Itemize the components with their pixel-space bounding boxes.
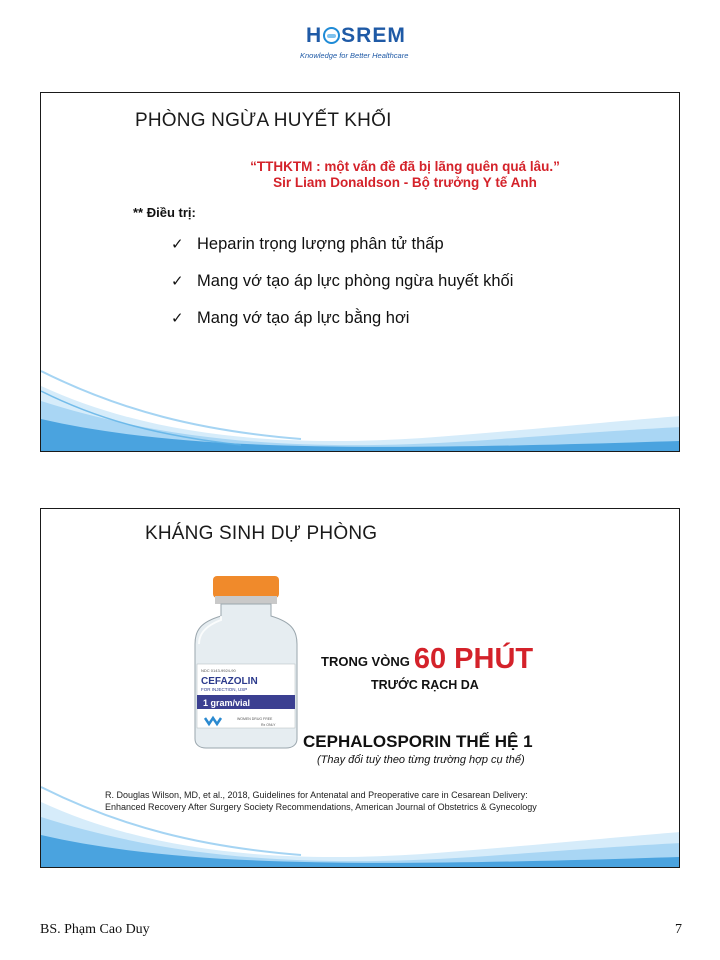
reference-line: R. Douglas Wilson, MD, et al., 2018, Guidelines for Antenatal and Preoperative care in Cesarean Delivery: — [105, 790, 528, 800]
author-footer: BS. Phạm Cao Duy — [40, 922, 150, 937]
checkmark-icon: ✓ — [171, 310, 184, 327]
logo-wordmark — [306, 24, 406, 48]
checkmark-icon: ✓ — [171, 273, 184, 290]
logo-text-pre: H — [306, 24, 323, 47]
minutes-highlight: 60 PHÚT — [413, 643, 534, 675]
drug-note: (Thay đổi tuỳ theo từng trường hợp cụ thể) — [317, 754, 525, 766]
list-item-text: Heparin trọng lượng phân tử thấp — [197, 235, 444, 253]
reference-line: Enhanced Recovery After Surgery Society Recommendations, American Journal of Obstetrics & Gynecology — [105, 802, 537, 812]
slide2-title: KHÁNG SINH DỰ PHÒNG — [145, 523, 378, 544]
treatment-label: ** Điều trị: — [133, 205, 196, 220]
checkmark-icon: ✓ — [171, 236, 184, 253]
svg-text:WOMEN DRUG FREE: WOMEN DRUG FREE — [237, 717, 273, 721]
list-item — [171, 233, 513, 270]
vial-dose: 1 gram/vial — [203, 698, 251, 708]
cefazolin-vial-image — [191, 574, 301, 749]
quote-block — [41, 159, 679, 191]
slide-prophylactic-antibiotics — [40, 508, 680, 868]
swoosh-decoration — [41, 331, 680, 451]
page-number: 7 — [675, 922, 682, 937]
hosrem-logo — [300, 24, 424, 64]
before-incision-label: TRƯỚC RẠCH DA — [371, 678, 479, 692]
list-item — [171, 270, 513, 307]
within-label: TRONG VÒNG — [321, 654, 410, 669]
list-item — [171, 307, 513, 344]
quote-text: “TTHKTM : một vấn đề đã bị lãng quên quá lâu.” — [250, 159, 560, 174]
quote-attribution: Sir Liam Donaldson - Bộ trưởng Y tế Anh — [273, 175, 537, 190]
reference-citation — [105, 789, 537, 813]
drug-class-label: CEPHALOSPORIN THẾ HỆ 1 — [303, 732, 533, 751]
list-item-text: Mang vớ tạo áp lực bằng hơi — [197, 309, 410, 327]
vial-brand: CEFAZOLIN — [201, 676, 258, 687]
logo-tagline: Knowledge for Better Healthcare — [300, 51, 409, 60]
list-item-text: Mang vớ tạo áp lực phòng ngừa huyết khối — [197, 272, 514, 290]
svg-text:Rx ONLY: Rx ONLY — [261, 723, 276, 727]
slide1-title: PHÒNG NGỪA HUYẾT KHỐI — [135, 110, 392, 131]
logo-text-post: SREM — [341, 24, 406, 47]
globe-icon — [323, 27, 340, 44]
treatment-list — [171, 233, 513, 344]
timing-line — [321, 643, 571, 676]
vial-sub: FOR INJECTION, USP — [201, 687, 248, 692]
svg-text:NDC 0143-9924-90: NDC 0143-9924-90 — [201, 668, 236, 673]
slide-thrombosis-prevention — [40, 92, 680, 452]
